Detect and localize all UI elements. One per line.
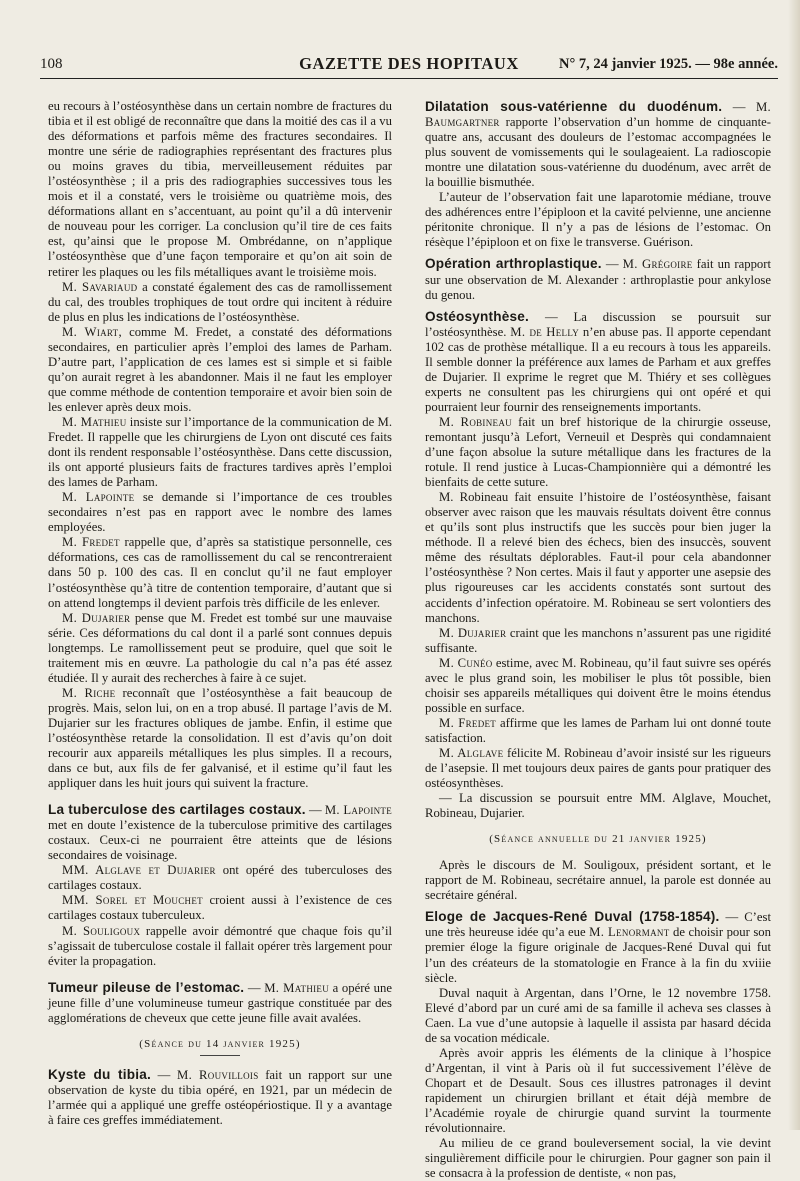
speaker-name: M. Cunéo: [439, 655, 493, 670]
speaker-name: M. Rouvillois: [177, 1067, 259, 1082]
section-heading: Opération arthroplastique.: [425, 256, 602, 272]
speaker-name: MM. Alglave et Dujarier: [62, 863, 216, 878]
paragraph: Après le discours de M. Souligoux, président sortant, et le rapport de M. Robineau, secrétaire annuel, la parole est donnée au secrétaire général.: [425, 858, 771, 903]
page-header: [40, 54, 778, 79]
speaker-name: M. Alglave: [439, 745, 504, 760]
session-heading: (Séance du 14 janvier 1925): [139, 1037, 301, 1050]
section-heading: Ostéosynthèse.: [425, 308, 530, 324]
page-number: 108: [40, 56, 63, 72]
section-paragraph: Eloge de Jacques-René Duval (1758-1854). — C’est une très heureuse idée qu’a eue M. Lenormant de choisir pour son premier éloge la figure originale de Jacques-René Duval qui fut l’un des créateurs de la stomatologie en France à la fin du xviiie siècle.: [425, 909, 771, 985]
speaker-name: M. Lapointe: [324, 803, 393, 818]
section-paragraph: Ostéosynthèse. — La discussion se poursuit sur l’ostéosynthèse. M. de Helly n’en abuse pas. Il apporte cependant 102 cas de prothèse métallique. Il a eu recours à tous les appareils. Il semble donner la préférence aux lames de Parham et aux greffes de Dujarier. Il exprime le regret que M. Thiéry et ses collègues experts ne consultent pas les chirurgiens qui ont opéré et qui pourraient leur fournir des renseignements importants.: [425, 308, 771, 414]
speaker-name: M. Lenormant: [589, 925, 670, 940]
paragraph: M. Robineau fait ensuite l’histoire de l’ostéosynthèse, faisant observer avec raison que les mauvais résultats doivent être connus et qu’ils sont plus instructifs que les succès pour bien juger la méthode. Il a relevé bien des échecs, bien des insuccès, souvent même des résultats déplorables. Faut-il pour cela abandonner l’ostéosynthèse ? Non certes. Mais il faut y apporter une asepsie des plus rigoureuses car les accidents constatés sont surtout des accidents d’infection opératoire. M. Robineau se sert volontiers des manchons.: [425, 490, 771, 625]
paragraph: M. Mathieu insiste sur l’importance de la communication de M. Fredet. Il rappelle que les chirurgiens de Lyon ont discuté ces faits dont ils rendent responsable l’ostéosynthèse. Dans cette discussion, ils ont apporté plusieurs faits de fractures tardives après l’emploi des lames de Parham.: [48, 414, 392, 490]
section-heading: Dilatation sous-vatérienne du duodénum.: [425, 99, 723, 114]
speaker-name: M. Baumgartner: [425, 100, 772, 130]
paragraph: M. Fredet rappelle que, d’après sa statistique personnelle, ces déformations, ces cas de ramollissement du cal se rencontreraient dans 50 p. 100 des cas. Il en conclut qu’il ne faut employer l’ostéosynthèse qu’à titre de contention temporaire, d’autant que si on attend longtemps il devient parfois très difficile de les enlever.: [48, 535, 392, 610]
speaker-name: MM. Sorel et Mouchet: [62, 893, 203, 908]
paragraph: M. Lapointe se demande si l’importance de ces troubles secondaires n’est pas en rapport avec le nombre des lames employées.: [48, 490, 393, 535]
paragraph: M. Riche reconnaît que l’ostéosynthèse a fait beaucoup de progrès. Mais, selon lui, on en a trop abusé. Il partage l’avis de M. Dujarier sur les fractures obliques de jambe. Enfin, il estime que l’ostéosynthèse retarde la consolidation. Il est d’avis qu’on doit recourir aux appareils métalliques les plus simples. Il a recours, dans ce but, aux fils de fer galvanisé, et il estime qu’il faut les appliquer dans les huit jours qui suivent la fracture.: [48, 685, 392, 791]
paragraph: M. Dujarier pense que M. Fredet est tombé sur une mauvaise série. Ces déformations du cal dont il a parlé sont connues depuis longtemps. Le ramollissement peut se produire, quel que soit le traitement mis en œuvre. La pathologie du cal n’a pas été assez étudiée. Il y aurait des recherches à faire à ce sujet.: [48, 610, 392, 685]
paragraph: Au milieu de ce grand bouleversement social, la vie devint singulièrement difficile pour le chirurgien. Pour gagner son pain il se consacra à la profession de dentiste, « non pas,: [425, 1136, 771, 1181]
issue-info: N° 7, 24 janvier 1925. — 98e année.: [559, 56, 778, 72]
section-paragraph: Opération arthroplastique. — M. Grégoire fait un rapport sur une observation de M. Alexander : arthroplastie pour ankylose du genou.: [425, 256, 772, 302]
section-heading: Tumeur pileuse de l’estomac.: [48, 979, 245, 995]
paragraph: M. Robineau fait un bref historique de la chirurgie osseuse, remontant jusqu’à Lefort, Verneuil et Desprès qui condamnaient d’une façon absolue la suture métallique dans les fractures de la rotule. Il rend justice à Lucas-Championnière qui a démontré les bienfaits de cette suture.: [425, 414, 771, 490]
session-heading: (Séance annuelle du 21 janvier 1925): [489, 833, 707, 846]
paragraph: M. Souligoux rappelle avoir démontré que chaque fois qu’il s’agissait de tuberculose costale il fallait opérer très largement pour éviter la propagation.: [48, 923, 392, 968]
section-paragraph: Dilatation sous-vatérienne du duodénum. — M. Baumgartner rapporte l’observation d’un homme de cinquante-quatre ans, accusant des douleurs de l’estomac accompagnées le plus souvent de vomissements qui le soulageaient. La radioscopie montre une dilatation sous-vatérienne du duodénum, avec arrêt de la bouillie bismuthée.: [425, 99, 772, 190]
speaker-name: M. Mathieu: [264, 980, 330, 995]
right-column: [425, 99, 771, 1181]
speaker-name: M. Fredet: [439, 715, 497, 730]
speaker-name: M. Dujarier: [439, 625, 507, 640]
section-paragraph: Tumeur pileuse de l’estomac. — M. Mathieu a opéré une jeune fille d’une volumineuse tumeur gastrique constituée par des agglomérations de cheveux que cette jeune fille avait avalées.: [48, 979, 392, 1025]
speaker-name: M. Mathieu: [62, 414, 127, 429]
speaker-name: M. Lapointe: [62, 490, 135, 505]
speaker-name: M. Savariaud: [62, 279, 138, 294]
paragraph: M. Savariaud a constaté également des cas de ramollissement du cal, des troubles trophiques de tout ordre qui incitent à réduire de plus en plus les indications de l’ostéosynthèse.: [48, 279, 392, 324]
paragraph: M. Wiart, comme M. Fredet, a constaté des déformations secondaires, en particulier après l’emploi des lames de Parham. D’autre part, l’application de ces lames est si simple et si faible qu’on aurait regret à les abandonner. Mais il ne faut les employer que comme méthode de contention temporaire et avoir bien soin de les enlever après deux mois.: [48, 324, 392, 414]
paragraph: eu recours à l’ostéosynthèse dans un certain nombre de fractures du tibia et il est obligé de reconnaître que dans la moitié des cas il a vu des déformations et parfois même des fractures secondaires. Il montre une série de radiographies représentant des fractures plus ou moins graves du tibia, merveilleusement réduites par l’ostéosynthèse ; il a pris des radiographies successives tous les mois et il a constaté, vers le troisième ou quatrième mois, des déformations allant en s’accentuant, au point qu’il a dû intervenir de nouveau pour les corriger. La conclusion qu’il tire de ces faits est, qu’ainsi que le propose M. Ombrédanne, on n’applique l’ostéosynthèse que d’une façon temporaire et qu’on ait soin de retirer les plaques ou les fils métalliques avant le troisième mois.: [48, 99, 392, 279]
speaker-name: M. Dujarier: [62, 610, 131, 625]
page-edge-shadow: [788, 0, 800, 1130]
journal-title: GAZETTE DES HOPITAUX: [299, 54, 519, 73]
speaker-name: M. Fredet: [62, 535, 120, 550]
paragraph: — La discussion se poursuit entre MM. Alglave, Mouchet, Robineau, Dujarier.: [425, 791, 771, 821]
section-heading: La tuberculose des cartilages costaux.: [48, 802, 306, 818]
paragraph: M. Cunéo estime, avec M. Robineau, qu’il faut suivre ses opérés avec le plus grand soin, les mobiliser le plus tôt possible, bien choisir ses appareils métalliques qui doivent être le moins étendus possible en surface.: [425, 655, 772, 715]
paragraph: M. Fredet affirme que les lames de Parham lui ont donné toute satisfaction.: [425, 715, 771, 745]
paragraph: L’auteur de l’observation fait une laparotomie médiane, trouve des adhérences entre l’épiploon et la cavité pelvienne, une ancienne péritonite chronique. Il n’y a pas de lésions de l’estomac. On résèque l’épiploon et on fixe le transverse. Guérison.: [425, 190, 771, 250]
paragraph: M. Dujarier craint que les manchons n’assurent pas une rigidité suffisante.: [425, 625, 771, 655]
speaker-name: M. Grégoire: [622, 257, 693, 272]
section-paragraph: La tuberculose des cartilages costaux. — M. Lapointe met en doute l’existence de la tuberculose primitive des cartilages costaux. Ceux-ci ne pourraient être atteints que de lésions secondaires de voisinage.: [48, 802, 393, 863]
paragraph: MM. Alglave et Dujarier ont opéré des tuberculoses des cartilages costaux.: [48, 863, 392, 893]
paragraph: Après avoir appris les éléments de la clinique à l’hospice d’Argentan, il vint à Paris où il fut successivement l’élève de Chopart et de Desault. Sous ces illustres patronages il devint rapidement un chirurgien brillant et était déjà membre de l’Académie royale de chirurgie quand survint la tourmente révolutionnaire.: [425, 1045, 771, 1136]
paragraph: Duval naquit à Argentan, dans l’Orne, le 12 novembre 1758. Elevé d’abord par un curé ami de sa famille il acheva ses classes à Caen. La vue d’une autopsie à laquelle il assista par hasard décida de sa vocation médicale.: [425, 985, 771, 1045]
section-heading: Kyste du tibia.: [48, 1066, 151, 1082]
speaker-name: M. Riche: [62, 685, 116, 700]
section-heading: Eloge de Jacques-René Duval (1758-1854).: [425, 909, 720, 925]
left-column: [48, 99, 392, 1128]
speaker-name: M. Robineau: [439, 414, 512, 429]
section-paragraph: Kyste du tibia. — M. Rouvillois fait un rapport sur une observation de kyste du tibia opéré, en 1921, par un médecin de l’armée qui a appliqué une greffe ostéopériostique. Il y a avantage à faire ces greffes immédiatement.: [48, 1066, 392, 1127]
speaker-name: M. de Helly: [510, 324, 580, 339]
speaker-name: M. Wiart: [62, 324, 119, 339]
speaker-name: M. Souligoux: [62, 923, 141, 938]
paragraph: MM. Sorel et Mouchet croient aussi à l’existence de ces cartilages costaux tuberculeux.: [48, 893, 392, 923]
paragraph: M. Alglave félicite M. Robineau d’avoir insisté sur les rigueurs de l’asepsie. Il met toujours deux paires de gants pour pratiquer des ostéosynthèses.: [425, 745, 771, 791]
